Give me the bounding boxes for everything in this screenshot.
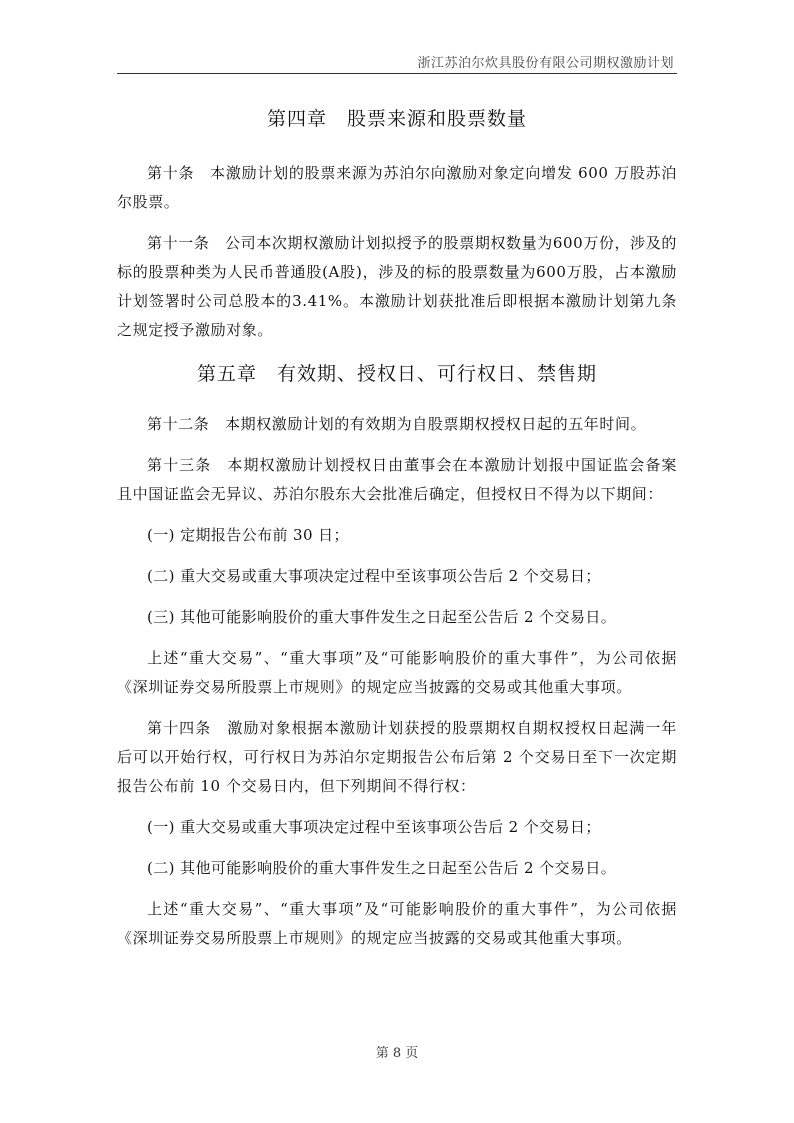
running-header: 浙江苏泊尔炊具股份有限公司期权激励计划: [417, 56, 674, 71]
header-divider: [117, 73, 677, 74]
article-13-note: 上述“重大交易”、“重大事项”及“可能影响股价的重大事件”，为公司依据《深圳证券交易所股票上市规则》的规定应当披露的交易或其他重大事项。: [117, 649, 677, 696]
article-14: 第十四条 激励对象根据本激励计划获授的股票期权自期权授权日起满一年后可以开始行权，可行权日为苏泊尔定期报告公布后第 2 个交易日至下一次定期报告公布前 10 个交易日内，但下列期间不得行权：: [117, 719, 677, 795]
chapter-5-title: 第五章 有效期、授权日、可行权日、禁售期: [196, 363, 597, 385]
page-body: [117, 100, 677, 965]
article-13: 第十三条 本期权激励计划授权日由董事会在本激励计划报中国证监会备案且中国证监会无异议、苏泊尔股东大会批准后确定，但授权日不得为以下期间：: [117, 456, 677, 503]
article-13-item-1: (一) 定期报告公布前 30 日；: [147, 526, 349, 544]
article-12: 第十二条 本期权激励计划的有效期为自股票期权授权日起的五年时间。: [147, 415, 647, 433]
article-11: 第十一条 公司本次期权激励计划拟授予的股票期权数量为600万份，涉及的标的股票种类为人民币普通股(A股)，涉及的标的股票数量为600万股，占本激励计划签署时公司总股本的3.41%。本激励计划获批准后即根据本激励计划第九条之规定授予激励对象。: [117, 234, 677, 339]
page-number: 第 8 页: [375, 1046, 419, 1061]
chapter-4-title: 第四章 股票来源和股票数量: [266, 108, 527, 130]
article-14-item-1: (一) 重大交易或重大事项决定过程中至该事项公告后 2 个交易日；: [147, 818, 601, 836]
article-14-note: 上述“重大交易”、“重大事项”及“可能影响股价的重大事件”，为公司依据《深圳证券交易所股票上市规则》的规定应当披露的交易或其他重大事项。: [117, 900, 677, 947]
article-10: 第十条 本激励计划的股票来源为苏泊尔向激励对象定向增发 600 万股苏泊尔股票。: [117, 164, 677, 211]
article-13-item-3: (三) 其他可能影响股价的重大事件发生之日起至公告后 2 个交易日。: [147, 608, 617, 626]
article-13-item-2: (二) 重大交易或重大事项决定过程中至该事项公告后 2 个交易日；: [147, 567, 601, 585]
article-14-item-2: (二) 其他可能影响股价的重大事件发生之日起至公告后 2 个交易日。: [147, 859, 617, 877]
